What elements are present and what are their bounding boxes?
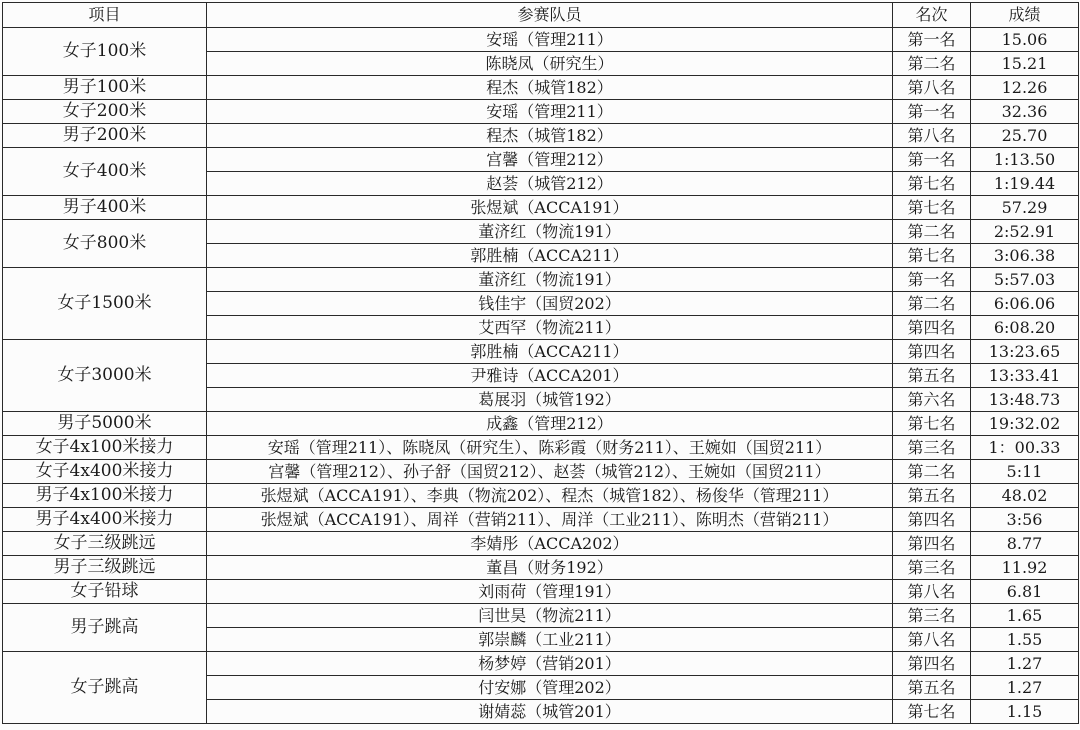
event-cell: 女子三级跳远 xyxy=(3,532,207,556)
rank-cell: 第四名 xyxy=(893,532,971,556)
members-cell: 程杰（城管182） xyxy=(207,76,893,100)
table-row xyxy=(3,436,1079,460)
table-row xyxy=(3,556,1079,580)
rank-cell: 第一名 xyxy=(893,268,971,292)
members-cell: 张煜斌（ACCA191）、周祥（营销211）、周洋（工业211）、陈明杰（营销211） xyxy=(207,508,893,532)
table-row xyxy=(3,532,1079,556)
result-cell: 1.27 xyxy=(971,676,1079,700)
rank-cell: 第二名 xyxy=(893,460,971,484)
result-cell: 5:57.03 xyxy=(971,268,1079,292)
event-cell: 男子三级跳远 xyxy=(3,556,207,580)
members-cell: 宫馨（管理212） xyxy=(207,148,893,172)
table-row xyxy=(3,460,1079,484)
event-cell: 女子3000米 xyxy=(3,340,207,412)
result-cell: 13:48.73 xyxy=(971,388,1079,412)
members-cell: 尹雅诗（ACCA201） xyxy=(207,364,893,388)
rank-cell: 第七名 xyxy=(893,196,971,220)
event-cell: 女子800米 xyxy=(3,220,207,268)
event-cell: 女子400米 xyxy=(3,148,207,196)
result-cell: 12.26 xyxy=(971,76,1079,100)
rank-cell: 第四名 xyxy=(893,316,971,340)
result-cell: 13:33.41 xyxy=(971,364,1079,388)
event-cell: 女子100米 xyxy=(3,28,207,76)
rank-cell: 第四名 xyxy=(893,508,971,532)
header-event: 项目 xyxy=(3,3,207,28)
result-cell: 6.81 xyxy=(971,580,1079,604)
rank-cell: 第八名 xyxy=(893,124,971,148)
members-cell: 宫馨（管理212）、孙子舒（国贸212）、赵荟（城管212）、王婉如（国贸211） xyxy=(207,460,893,484)
result-cell: 1.15 xyxy=(971,700,1079,724)
rank-cell: 第八名 xyxy=(893,628,971,652)
result-cell: 15.06 xyxy=(971,28,1079,52)
table-row xyxy=(3,604,1079,628)
result-cell: 8.77 xyxy=(971,532,1079,556)
table-row xyxy=(3,76,1079,100)
header-members: 参赛队员 xyxy=(207,3,893,28)
rank-cell: 第一名 xyxy=(893,28,971,52)
members-cell: 安瑶（管理211） xyxy=(207,100,893,124)
rank-cell: 第八名 xyxy=(893,580,971,604)
table-row xyxy=(3,484,1079,508)
rank-cell: 第五名 xyxy=(893,676,971,700)
rank-cell: 第三名 xyxy=(893,604,971,628)
event-cell: 男子400米 xyxy=(3,196,207,220)
rank-cell: 第八名 xyxy=(893,76,971,100)
members-cell: 郭崇麟（工业211） xyxy=(207,628,893,652)
table-row xyxy=(3,196,1079,220)
result-cell: 32.36 xyxy=(971,100,1079,124)
result-cell: 3:56 xyxy=(971,508,1079,532)
members-cell: 赵荟（城管212） xyxy=(207,172,893,196)
rank-cell: 第二名 xyxy=(893,292,971,316)
result-cell: 3:06.38 xyxy=(971,244,1079,268)
members-cell: 张煜斌（ACCA191）、李典（物流202）、程杰（城管182）、杨俊华（管理211） xyxy=(207,484,893,508)
table-row xyxy=(3,268,1079,292)
members-cell: 杨梦婷（营销201） xyxy=(207,652,893,676)
members-cell: 谢婧蕊（城管201） xyxy=(207,700,893,724)
rank-cell: 第五名 xyxy=(893,364,971,388)
rank-cell: 第四名 xyxy=(893,340,971,364)
members-cell: 程杰（城管182） xyxy=(207,124,893,148)
rank-cell: 第七名 xyxy=(893,172,971,196)
event-cell: 女子4x100米接力 xyxy=(3,436,207,460)
table-row xyxy=(3,100,1079,124)
table-row xyxy=(3,148,1079,172)
result-cell: 1:19.44 xyxy=(971,172,1079,196)
header-result: 成绩 xyxy=(971,3,1079,28)
event-cell: 男子100米 xyxy=(3,76,207,100)
table-row xyxy=(3,124,1079,148)
result-cell: 57.29 xyxy=(971,196,1079,220)
members-cell: 安瑶（管理211）、陈晓凤（研究生）、陈彩霞（财务211）、王婉如（国贸211） xyxy=(207,436,893,460)
rank-cell: 第五名 xyxy=(893,484,971,508)
result-cell: 6:08.20 xyxy=(971,316,1079,340)
members-cell: 安瑶（管理211） xyxy=(207,28,893,52)
result-cell: 5:11 xyxy=(971,460,1079,484)
result-cell: 2:52.91 xyxy=(971,220,1079,244)
members-cell: 张煜斌（ACCA191） xyxy=(207,196,893,220)
rank-cell: 第三名 xyxy=(893,436,971,460)
table-row xyxy=(3,652,1079,676)
event-cell: 男子跳高 xyxy=(3,604,207,652)
members-cell: 葛展羽（城管192） xyxy=(207,388,893,412)
result-cell: 6:06.06 xyxy=(971,292,1079,316)
table-row xyxy=(3,508,1079,532)
result-cell: 1.65 xyxy=(971,604,1079,628)
members-cell: 刘雨荷（管理191） xyxy=(207,580,893,604)
result-cell: 1.27 xyxy=(971,652,1079,676)
header-row xyxy=(3,3,1079,28)
result-cell: 15.21 xyxy=(971,52,1079,76)
members-cell: 艾西罕（物流211） xyxy=(207,316,893,340)
table-row xyxy=(3,580,1079,604)
event-cell: 男子5000米 xyxy=(3,412,207,436)
rank-cell: 第七名 xyxy=(893,412,971,436)
result-cell: 11.92 xyxy=(971,556,1079,580)
result-cell: 13:23.65 xyxy=(971,340,1079,364)
members-cell: 李婧彤（ACCA202） xyxy=(207,532,893,556)
event-cell: 女子铅球 xyxy=(3,580,207,604)
members-cell: 闫世昊（物流211） xyxy=(207,604,893,628)
members-cell: 郭胜楠（ACCA211） xyxy=(207,340,893,364)
members-cell: 董济红（物流191） xyxy=(207,268,893,292)
rank-cell: 第三名 xyxy=(893,556,971,580)
rank-cell: 第二名 xyxy=(893,52,971,76)
header-rank: 名次 xyxy=(893,3,971,28)
result-cell: 19:32.02 xyxy=(971,412,1079,436)
result-cell: 25.70 xyxy=(971,124,1079,148)
result-cell: 1.55 xyxy=(971,628,1079,652)
rank-cell: 第六名 xyxy=(893,388,971,412)
members-cell: 陈晓凤（研究生） xyxy=(207,52,893,76)
members-cell: 成鑫（管理212） xyxy=(207,412,893,436)
event-cell: 女子1500米 xyxy=(3,268,207,340)
members-cell: 付安娜（管理202） xyxy=(207,676,893,700)
event-cell: 男子4x400米接力 xyxy=(3,508,207,532)
event-cell: 男子200米 xyxy=(3,124,207,148)
rank-cell: 第七名 xyxy=(893,700,971,724)
rank-cell: 第一名 xyxy=(893,100,971,124)
results-body xyxy=(3,28,1079,724)
result-cell: 1:13.50 xyxy=(971,148,1079,172)
members-cell: 董济红（物流191） xyxy=(207,220,893,244)
event-cell: 女子跳高 xyxy=(3,652,207,724)
rank-cell: 第二名 xyxy=(893,220,971,244)
event-cell: 女子4x400米接力 xyxy=(3,460,207,484)
results-table xyxy=(2,2,1079,724)
result-cell: 1：00.33 xyxy=(971,436,1079,460)
result-cell: 48.02 xyxy=(971,484,1079,508)
rank-cell: 第四名 xyxy=(893,652,971,676)
table-row xyxy=(3,412,1079,436)
event-cell: 女子200米 xyxy=(3,100,207,124)
table-row xyxy=(3,220,1079,244)
table-row xyxy=(3,340,1079,364)
rank-cell: 第七名 xyxy=(893,244,971,268)
members-cell: 董昌（财务192） xyxy=(207,556,893,580)
table-row xyxy=(3,28,1079,52)
members-cell: 郭胜楠（ACCA211） xyxy=(207,244,893,268)
event-cell: 男子4x100米接力 xyxy=(3,484,207,508)
members-cell: 钱佳宇（国贸202） xyxy=(207,292,893,316)
rank-cell: 第一名 xyxy=(893,148,971,172)
